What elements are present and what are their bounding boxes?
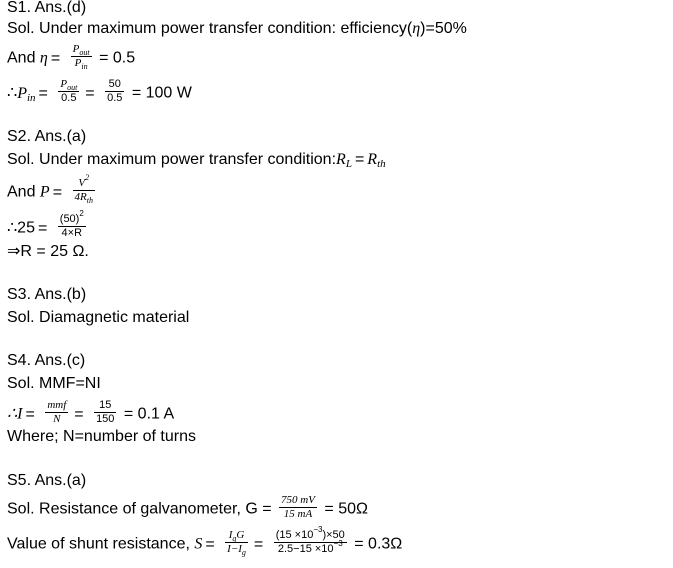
s3-solution-line: Sol. Diamagnetic material bbox=[7, 309, 190, 326]
s5-galvanometer-fraction: $\frac{750 mV}{15 mA}$ bbox=[281, 494, 315, 520]
s5-galvanometer-text: Sol. Resistance of galvanometer, G = bbox=[7, 500, 272, 518]
s1-pin-fraction-1: $\frac{P_{out}}{0.5}$ bbox=[60, 78, 78, 104]
s4-where-line: Where; N=number of turns bbox=[7, 428, 196, 445]
s2-rl-symbol: $R_L$ bbox=[336, 151, 352, 170]
s1-pin-fraction-2: $\frac{50}{0.5}$ bbox=[107, 78, 123, 104]
s4-solution-line: Sol. MMF=NI bbox=[7, 375, 101, 392]
s2-power-equation: And P = $\frac{V^2}{4R_{th}}$ bbox=[7, 173, 93, 205]
s1-and-label: And bbox=[7, 49, 36, 67]
s5-shunt-result: = 0.3Ω bbox=[354, 535, 403, 553]
s5-shunt-fraction-1: $\frac{I_gG}{I-I_g}$ bbox=[227, 529, 246, 557]
s4-current-result: = 0.1 A bbox=[123, 405, 175, 423]
s1-eta-symbol: η bbox=[412, 20, 421, 37]
s5-shunt-line: Value of shunt resistance, S = $\frac{I_gG}{I-I_g}$ = $\frac{(15 \times 10^{-3})\times 50}{2.5-15 \times 10^{-3}}$ = 0.3Ω bbox=[7, 525, 403, 557]
s5-shunt-fraction-2: $\frac{(15 \times 10^{-3})\times 50}{2.5-15 \times 10^{-3}}$ bbox=[275, 525, 345, 555]
s1-pin-symbol: $P_{in}$ bbox=[17, 84, 36, 104]
s2-and-label: And bbox=[7, 183, 36, 201]
s4-heading: S4. Ans.(c) bbox=[7, 352, 86, 369]
s1-pin-equation: $\therefore P_{in}$ = $\frac{P_{out}}{0.5}$ = $\frac{50}{0.5}$ = 100 W bbox=[7, 78, 192, 104]
s3-heading: S3. Ans.(b) bbox=[7, 286, 87, 303]
s2-therefore-value: ∴25 bbox=[7, 219, 35, 237]
s2-substitution-fraction: $\frac{(50)^2}{4\times R}$ bbox=[59, 209, 84, 239]
s4-current-fraction-2: $\frac{15}{150}$ bbox=[96, 399, 115, 425]
s1-eta-lhs: η bbox=[39, 49, 48, 67]
s1-efficiency-equation: And η = $\frac{P_{out}}{P_{in}}$ = 0.5 bbox=[7, 43, 136, 71]
s4-therefore-i: ∴I bbox=[7, 405, 23, 423]
s1-efficiency-fraction: $\frac{P_{out}}{P_{in}}$ bbox=[72, 43, 90, 71]
s5-shunt-text: Value of shunt resistance, bbox=[7, 535, 190, 553]
s1-solution-line bbox=[7, 19, 467, 39]
s2-solution-text: Sol. Under maximum power transfer condition: bbox=[7, 151, 337, 168]
s5-s-symbol: S bbox=[194, 535, 203, 553]
s1-heading: S1. Ans.(d) bbox=[7, 0, 87, 16]
s4-current-fraction-1: $\frac{\text{mmf}}{N}$ bbox=[47, 399, 67, 425]
s2-result-line: ⇒R = 25 Ω. bbox=[7, 243, 89, 260]
s2-substitution-equation: ∴25 = $\frac{(50)^2}{4\times R}$ bbox=[7, 209, 84, 239]
s2-solution-line: Sol. Under maximum power transfer $condition:R_L = R_{th}$ bbox=[7, 151, 386, 170]
s5-galvanometer-result: = 50Ω bbox=[324, 500, 368, 518]
s2-power-fraction: $\frac{V^2}{4R_{th}}$ bbox=[74, 173, 93, 205]
s2-rth-symbol: $R_{th}$ bbox=[367, 151, 386, 170]
s5-heading: S5. Ans.(a) bbox=[7, 472, 87, 489]
s1-pin-result: = 100 W bbox=[131, 84, 192, 102]
s1-solution-tail: )=50% bbox=[420, 20, 467, 37]
s1-solution-text: Sol. Under maximum power transfer condition: efficiency( bbox=[7, 20, 413, 37]
s2-p-symbol: P bbox=[39, 183, 50, 201]
s2-heading: S2. Ans.(a) bbox=[7, 128, 87, 145]
s1-efficiency-result: = 0.5 bbox=[99, 49, 136, 67]
s1-therefore-symbol: ∴ bbox=[7, 84, 18, 102]
s4-current-equation: ∴I = $\frac{\text{mmf}}{N}$ = $\frac{15}{150}$ = 0.1 A bbox=[7, 399, 175, 425]
s5-galvanometer-line bbox=[7, 496, 368, 523]
